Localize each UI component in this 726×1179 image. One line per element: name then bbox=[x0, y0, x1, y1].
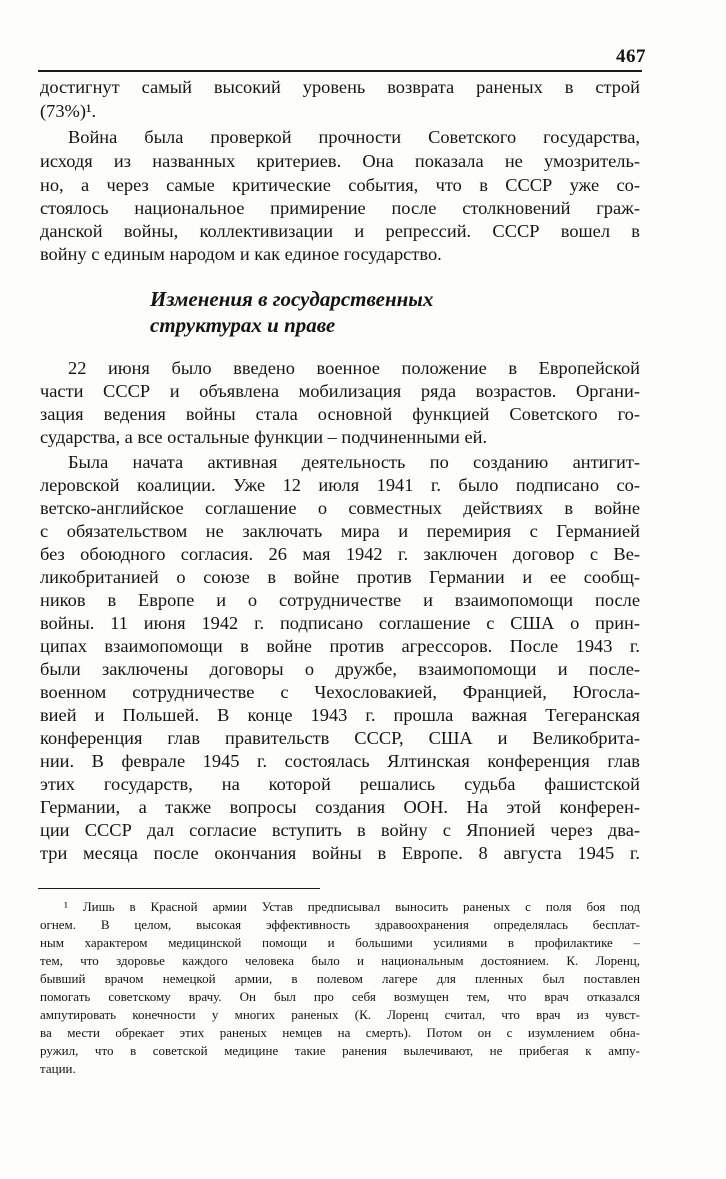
text-line: 22 июня было введено военное положение в Европейской bbox=[68, 358, 640, 378]
text-line: достигнут самый высокий уровень возврата раненых в строй bbox=[40, 77, 640, 97]
text-line: с обязательством не заключать мира и перемирия с Германией bbox=[40, 521, 640, 541]
text-line: Война была проверкой прочности Советского государства, bbox=[68, 127, 640, 147]
text-line: (73%)¹. bbox=[40, 101, 97, 121]
text-line: три месяца после окончания войны в Европе. 8 августа 1945 г. bbox=[40, 843, 640, 863]
footnote-line: ным характером медицинской помощи и большими усилиями в профилактике – bbox=[40, 935, 640, 950]
text-line: ции СССР дал согласие вступить в войну с Японией через два- bbox=[40, 820, 640, 840]
footnote-line: огнем. В целом, высокая эффективность здравоохранения определялась бесплат- bbox=[40, 917, 640, 932]
text-line: ников в Европе и о сотрудничестве и взаимопомощи после bbox=[40, 590, 640, 610]
footnote-line: ампутировать конечности у многих раненых (К. Лоренц считал, что врач из чувст- bbox=[40, 1007, 640, 1022]
footnote-line: ружил, что в советской медицине такие ранения вылечивают, не прибегая к ампу- bbox=[40, 1043, 640, 1058]
text-line: ветско-английское соглашение о совместных действиях в войне bbox=[40, 498, 640, 518]
footnote-line: ва мести обрекает этих раненых немцев на смерть). Потом он с изумлением обна- bbox=[40, 1025, 640, 1040]
text-line: Германии, а также вопросы создания ООН. На этой конферен- bbox=[40, 797, 640, 817]
text-line: были заключены договоры о дружбе, взаимопомощи и после- bbox=[40, 659, 640, 679]
text-line: но, а через самые критические события, что в СССР уже со- bbox=[40, 175, 640, 195]
footnote-line: тации. bbox=[40, 1061, 76, 1076]
text-line: военном сотрудничестве с Чехословакией, Францией, Югосла- bbox=[40, 682, 640, 702]
text-line: части СССР и объявлена мобилизация ряда возрастов. Органи- bbox=[40, 381, 640, 401]
text-line: леровской коалиции. Уже 12 июля 1941 г. было подписано со- bbox=[40, 475, 640, 495]
text-line: войны. 11 июня 1942 г. подписано соглашение с США о прин- bbox=[40, 613, 640, 633]
footnote-line: ¹ Лишь в Красной армии Устав предписывал выносить раненых с поля боя под bbox=[64, 899, 640, 914]
text-line: Была начата активная деятельность по созданию антигит- bbox=[68, 452, 640, 472]
section-heading-line: Изменения в государственных bbox=[150, 287, 434, 311]
text-line: данской войны, коллективизации и репрессий. СССР вошел в bbox=[40, 221, 640, 241]
footnote-line: помогать советскому врачу. Он был про себя возмущен тем, что врач отказался bbox=[40, 989, 640, 1004]
text-line: зация ведения войны стала основной функцией Советского го- bbox=[40, 404, 640, 424]
footnote-line: бывший врачом немецкой армии, в полевом лагере для пленных был поставлен bbox=[40, 971, 640, 986]
text-line: стоялось национальное примирение после столкновений граж- bbox=[40, 198, 640, 218]
text-line: исходя из названных критериев. Она показала не умозритель- bbox=[40, 151, 640, 171]
text-line: этих государств, на которой решались судьба фашистской bbox=[40, 774, 640, 794]
page-number: 467 bbox=[616, 46, 646, 67]
section-heading-line: структурах и праве bbox=[150, 313, 336, 337]
text-line: конференция глав правительств СССР, США и Великобрита- bbox=[40, 728, 640, 748]
text-line: без обоюдного согласия. 26 мая 1942 г. заключен договор с Ве- bbox=[40, 544, 640, 564]
footnote-rule bbox=[38, 888, 320, 889]
text-line: ликобританией о союзе в войне против Германии и ее сообщ- bbox=[40, 567, 640, 587]
text-line: нии. В феврале 1945 г. состоялась Ялтинская конференция глав bbox=[40, 751, 640, 771]
text-line: сударства, а все остальные функции – подчиненными ей. bbox=[40, 427, 488, 447]
text-line: вией и Польшей. В конце 1943 г. прошла важная Тегеранская bbox=[40, 705, 640, 725]
footnote-line: тем, что здоровье каждого человека было и национальным достоянием. К. Лоренц, bbox=[40, 953, 640, 968]
header-rule bbox=[38, 70, 642, 72]
text-line: войну с единым народом и как единое государство. bbox=[40, 244, 442, 264]
text-line: ципах взаимопомощи в войне против агрессоров. После 1943 г. bbox=[40, 636, 640, 656]
